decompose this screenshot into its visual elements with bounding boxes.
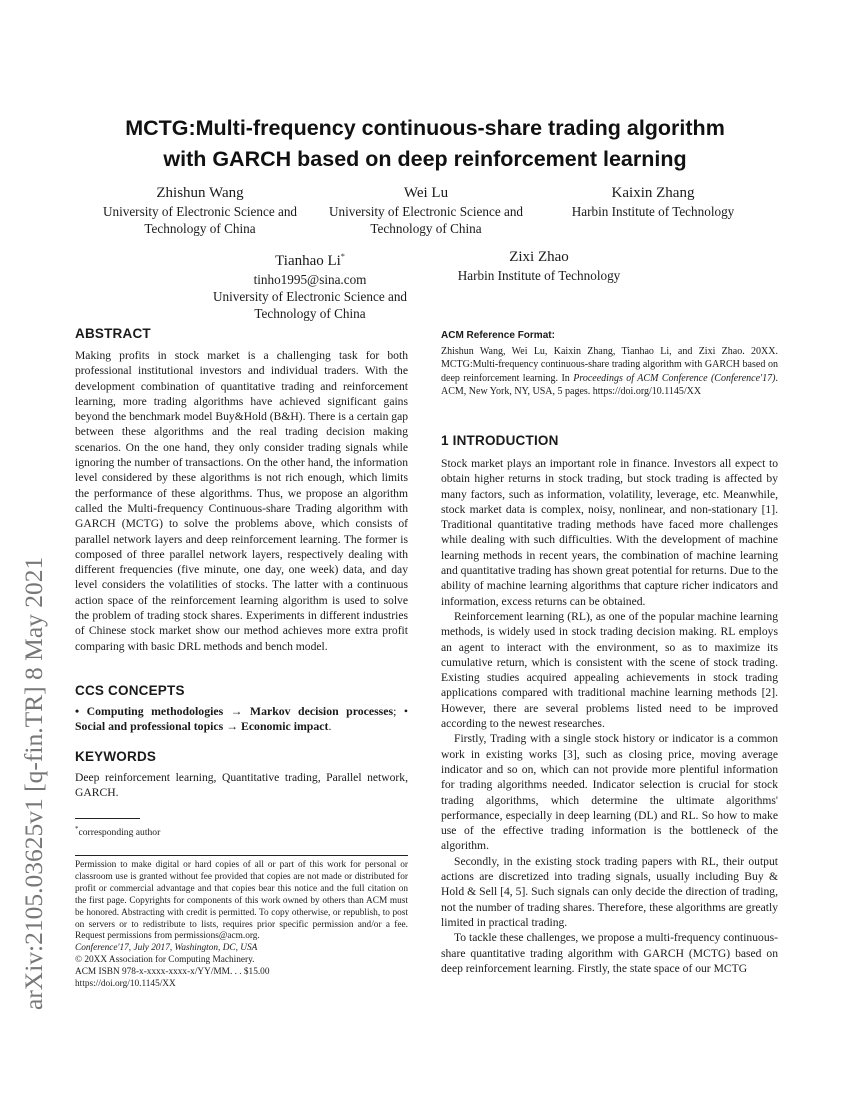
author-affiliation: University of Electronic Science and [328, 204, 524, 219]
corresponding-mark: * [340, 252, 345, 261]
author-affiliation: Technology of China [370, 221, 482, 236]
author-name: Wei Lu [403, 185, 449, 201]
conference-line: Conference'17, July 2017, Washington, DC, USA [75, 943, 258, 954]
permission-text: Permission to make digital or hard copies of all or part of this work for personal or classroom use is granted without fee provided that copies are not made or distributed for profit or commercial advantage and that copies bear this notice and the full citation on the first page. Copyrights for components of this work owned by others than ACM must be honored. Abstracting with credit is permitted. To copy otherwise, or republish, to post on servers or to redistribute to lists, requires prior specific permission and/or a fee. Request permissions from permissions@acm.org. [75, 860, 408, 942]
author-name: Zixi Zhao [509, 249, 569, 265]
ccs-text [75, 704, 408, 735]
author-name: Zhishun Wang [156, 185, 244, 201]
keywords-heading: KEYWORDS [75, 749, 157, 764]
paper-title [60, 113, 790, 175]
ccs-heading: CCS CONCEPTS [75, 683, 185, 698]
ccs-separator: ; • [393, 704, 408, 718]
reference-publisher: . ACM, New York, NY, USA, 5 pages. https://doi.org/10.1145/XX [441, 372, 778, 398]
author-affiliation: Harbin Institute of Technology [457, 268, 621, 283]
isbn-line: ACM ISBN 978-x-xxxx-xxxx-x/YY/MM. . . $15.00 [75, 967, 270, 978]
permission-block [75, 860, 408, 991]
abstract-text [75, 348, 408, 654]
author-affiliation: Technology of China [254, 306, 366, 321]
author-affiliation: University of Electronic Science and [102, 204, 298, 219]
intro-heading: 1 INTRODUCTION [441, 433, 559, 448]
footnote [75, 823, 408, 839]
intro-paragraph-2: Reinforcement learning (RL), as one of the popular machine learning methods, is widely used in stock trading decision making. RL employs an agent to interact with the environment, so as to maximize its cumulative return, which is consistent with the scene of stock trading. Existing studies acquired appealing achievements in stock trading applications compared with traditional machine learning methods [2]. However, there are several problems listed need to be improved according to the newest researches. [441, 609, 778, 731]
intro-paragraph-3: Firstly, Trading with a single stock history or indicator is a common work in existing works [3], such as closing price, moving average indicator and so on, which can not provide more plentiful information for trading algorithms needed. Indicator selection is crucial for stock trading algorithms, which determine the ultimate algorithms' performance, especially in deep learning (DL) and RL. So how to make use of the effective trading information is the bottleneck of the algorithm. [441, 732, 778, 853]
author-block-4 [195, 247, 425, 322]
author-affiliation: Technology of China [144, 221, 256, 236]
arxiv-identifier: arXiv:2105.03625v1 [q-fin.TR] 8 May 2021 [19, 556, 48, 1010]
intro-paragraph-5: To tackle these challenges, we propose a multi-frequency continuous-share quantitative trading algorithm with GARCH (MCTG) based on deep reinforcement learning. Firstly, the state space of our MCTG [441, 931, 778, 975]
author-block-2 [311, 183, 541, 237]
ccs-concept-2: Social and professional topics → Economic impact [75, 719, 329, 734]
permission-rule [75, 855, 408, 856]
author-affiliation: Harbin Institute of Technology [571, 204, 735, 219]
reference-venue: Proceedings of ACM Conference (Conference'17) [573, 372, 776, 384]
author-block-5 [424, 247, 654, 284]
author-name: Kaixin Zhang [611, 185, 695, 201]
author-block-3 [538, 183, 768, 220]
reference-authors: Zhishun Wang, Wei Lu, Kaixin Zhang, Tianhao Li, and Zixi Zhao. 20XX. MCTG:Multi-frequency continuous-share trading algorithm with GARCH based on deep reinforcement learning. In [441, 346, 778, 384]
intro-paragraph-1: Stock market plays an important role in finance. Investors all expect to obtain higher returns in stock trading, but stock trading is affected by many factors, such as information, volatility, leverage, etc. Meanwhile, stock market data is complex, noisy, nonlinear, and non-stationary [1]. Traditional quantitative trading methods have faced more challenges while dealing with such difficulties. With the development of machine learning methods in recent years, the combination of machine learning and quantitative trading has shown great potential for returns. Due to the ability of machine learning algorithms that capture richer indicators and information, excess returns can be obtained. [441, 457, 778, 608]
doi-link[interactable]: https://doi.org/10.1145/XX [75, 979, 176, 990]
author-block-1 [85, 183, 315, 237]
ccs-concept-1: • Computing methodologies → Markov decision processes [75, 704, 394, 718]
author-affiliation: University of Electronic Science and [212, 289, 408, 304]
author-email: tinho1995@sina.com [253, 272, 367, 287]
reference-format-text [441, 345, 778, 399]
footnote-mark: * [75, 825, 79, 833]
keywords-text [75, 770, 408, 801]
intro-text [441, 456, 778, 976]
reference-format-heading: ACM Reference Format: [441, 330, 555, 341]
keywords-paragraph: Deep reinforcement learning, Quantitative trading, Parallel network, GARCH. [75, 771, 408, 800]
footnote-rule [75, 818, 140, 819]
footnote-text: corresponding author [78, 827, 161, 839]
title-line-2: with GARCH based on deep reinforcement learning [163, 147, 687, 171]
intro-paragraph-4: Secondly, in the existing stock trading papers with RL, their output actions are discretized into trading signals, usually including Buy & Hold & Sell [4, 5]. Such signals can only decide the direction of trading, not the number of trading shares. Therefore, these algorithms are greatly limited in practical trading. [441, 854, 778, 929]
ccs-end: . [328, 719, 332, 734]
copyright-line: © 20XX Association for Computing Machinery. [75, 955, 255, 966]
abstract-paragraph: Making profits in stock market is a challenging task for both professional institutional investors and individual traders. With the development combination of quantitative trading and reinforcement learning, more trading algorithms have achieved significant gains beyond the benchmark model Buy&Hold (B&H). There is a certain gap between these algorithms and the real trading decision making scenarios. On the one hand, they only consider trading signals while ignoring the number of transactions. On the other hand, the information level considered by these algorithms is not rich enough, which limits the performance of these algorithms. Thus, we propose an algorithm called the Multi-frequency Continuous-share Trading algorithm with GARCH (MCTG) to solve the problems above, which consists of parallel network layers and deep reinforcement learning. The former is composed of three parallel network layers, respectively dealing with different frequencies (five minute, one day, one week) data, and day level considers the volatilities of stocks. The latter with a continuous action space of the reinforcement learning algorithm is used to solve the problem of trading stock shares. Experiments in different industries of Chinese stock market show our method achieves more extra profit comparing with basic DRL methods and bench model. [75, 349, 409, 653]
title-line-1: MCTG:Multi-frequency continuous-share trading algorithm [125, 116, 725, 140]
abstract-heading: ABSTRACT [75, 326, 151, 341]
author-name: Tianhao Li* [275, 252, 345, 269]
